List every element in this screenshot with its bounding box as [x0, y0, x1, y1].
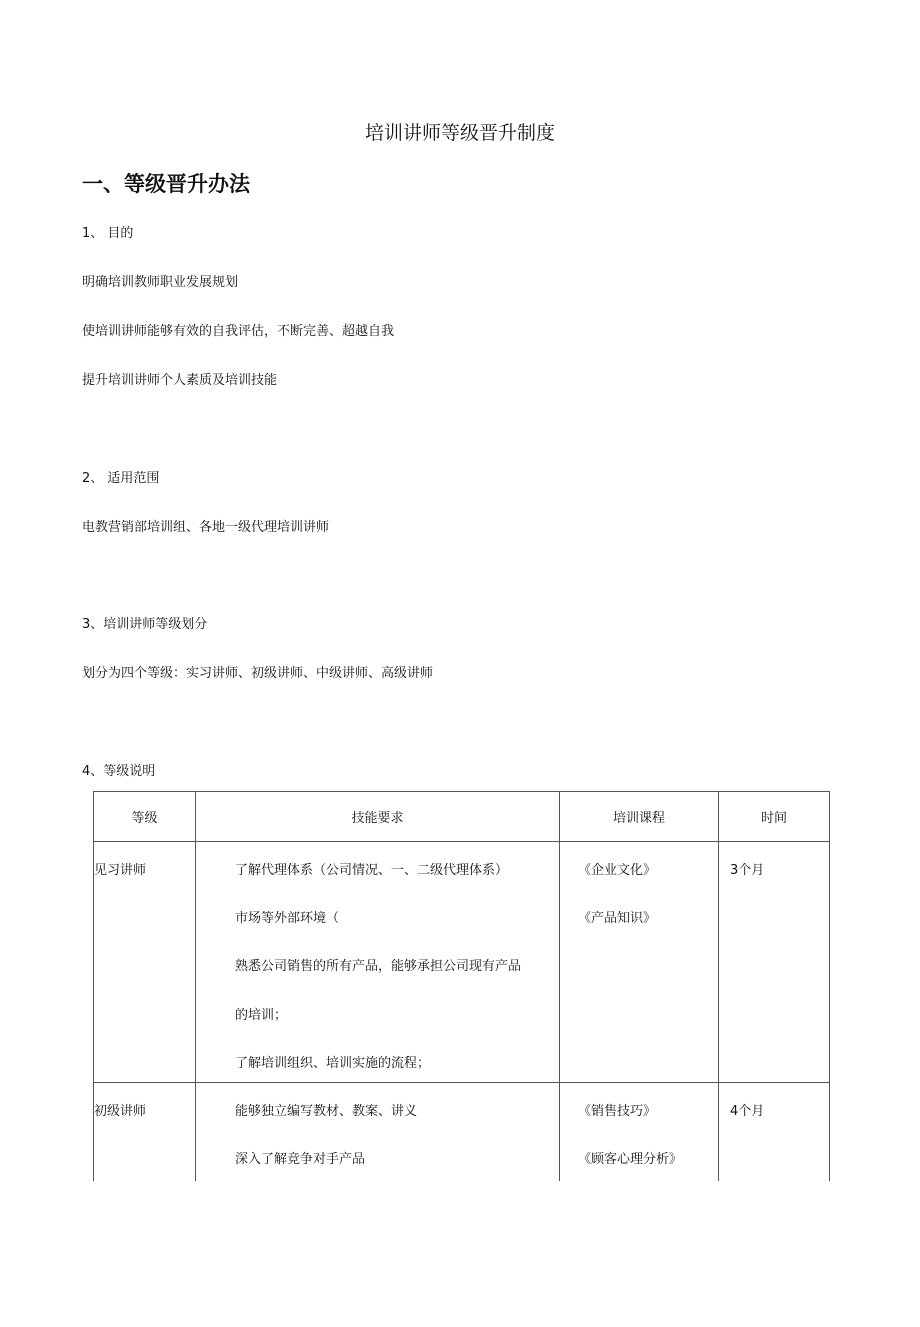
purpose-heading: 1、 目的	[82, 226, 134, 241]
level-name: 见习讲师	[94, 863, 147, 878]
header-cell: 等级	[94, 792, 196, 842]
table-header-row	[94, 792, 830, 842]
skill-line: 了解代理体系（公司情况、一、二级代理体系）	[235, 863, 509, 878]
skill-line: 能够独立编写教材、教案、讲义	[235, 1104, 418, 1119]
level-table	[93, 791, 830, 1181]
skill-line: 熟悉公司销售的所有产品，能够承担公司现有产品	[235, 959, 522, 974]
course-line: 《企业文化》	[578, 863, 657, 878]
level-name: 初级讲师	[94, 1104, 147, 1119]
section-heading: 一、等级晋升办法	[82, 172, 250, 196]
course-line: 《产品知识》	[578, 911, 657, 926]
skills-cell	[196, 1083, 560, 1182]
courses-cell	[560, 1083, 719, 1182]
purpose-line: 提升培训讲师个人素质及培训技能	[82, 373, 278, 388]
time-value: 4个月	[730, 1104, 765, 1119]
purpose-line: 使培训讲师能够有效的自我评估，不断完善、超越自我	[82, 324, 395, 339]
skills-cell	[196, 842, 560, 1083]
courses-cell	[560, 842, 719, 1083]
header-cell: 时间	[719, 792, 830, 842]
document-title: 培训讲师等级晋升制度	[364, 122, 555, 144]
time-cell	[719, 842, 830, 1083]
skill-line: 深入了解竞争对手产品	[235, 1152, 366, 1167]
skill-line: 了解培训组织、培训实施的流程；	[235, 1056, 431, 1071]
explain-heading: 4、等级说明	[82, 764, 156, 779]
header-cell: 培训课程	[560, 792, 719, 842]
scope-line: 电教营销部培训组、各地一级代理培训讲师	[82, 520, 330, 535]
purpose-line: 明确培训教师职业发展规划	[82, 275, 239, 290]
skill-line: 的培训；	[235, 1008, 288, 1023]
level-cell	[94, 842, 196, 1083]
course-line: 《顾客心理分析》	[578, 1152, 683, 1167]
levels-heading: 3、培训讲师等级划分	[82, 617, 208, 632]
table-row	[94, 1083, 830, 1182]
course-line: 《销售技巧》	[578, 1104, 657, 1119]
header-cell: 技能要求	[196, 792, 560, 842]
time-cell	[719, 1083, 830, 1182]
table-row	[94, 842, 830, 1083]
skill-line: 市场等外部环境（	[235, 911, 340, 926]
level-cell	[94, 1083, 196, 1182]
time-value: 3个月	[730, 863, 765, 878]
levels-line: 划分为四个等级：实习讲师、初级讲师、中级讲师、高级讲师	[82, 666, 434, 681]
scope-heading: 2、 适用范围	[82, 471, 160, 486]
